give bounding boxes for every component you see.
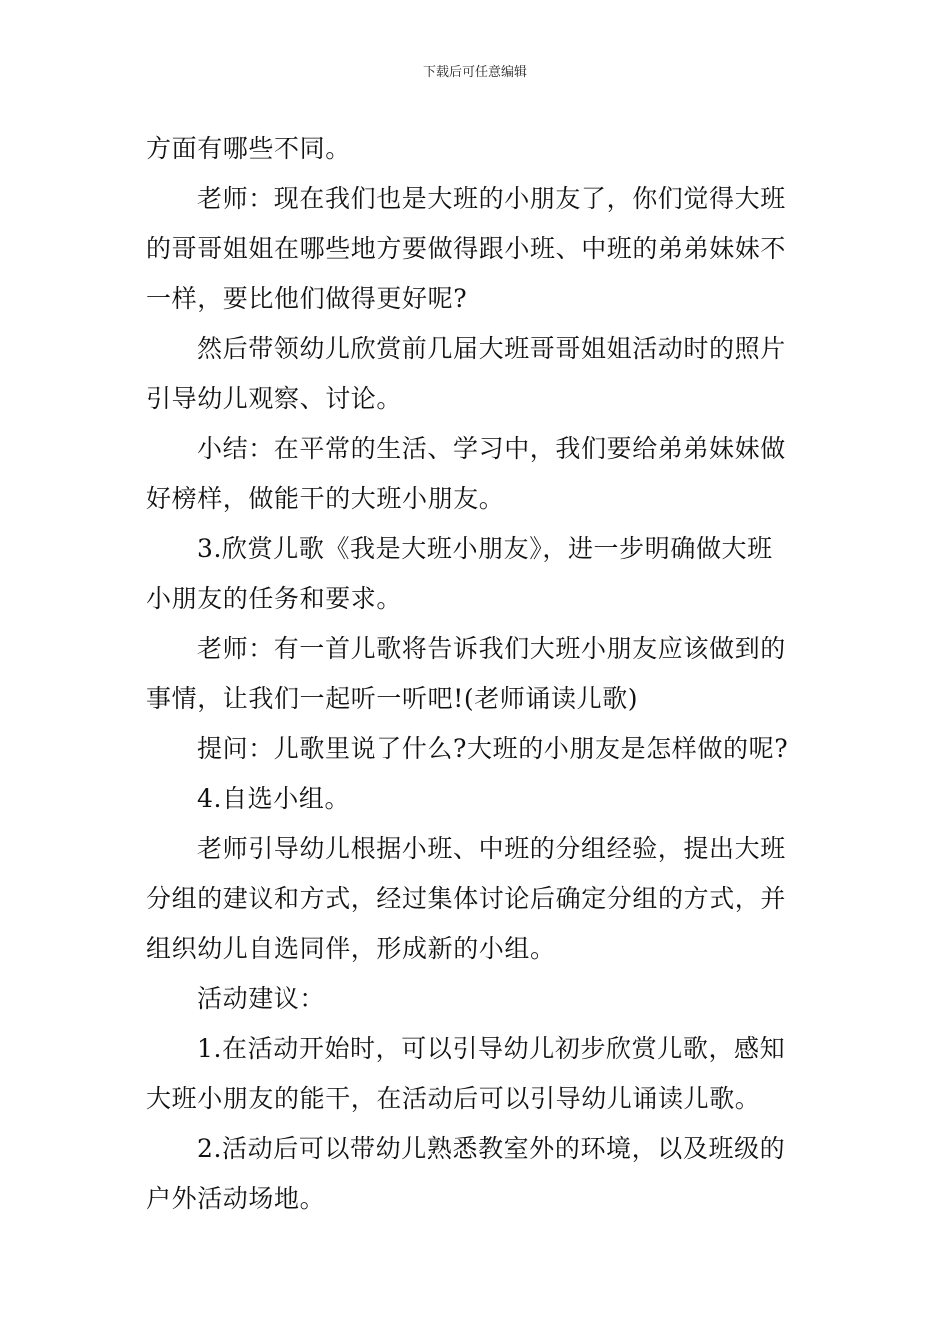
text-line: 引导幼儿观察、讨论。 — [146, 384, 403, 413]
text-line: 3.欣赏儿歌《我是大班小朋友》，进一步明确做大班 — [197, 534, 773, 563]
text-line: 户外活动场地。 — [146, 1184, 326, 1213]
text-line: 小朋友的任务和要求。 — [146, 584, 403, 613]
text-line: 事情，让我们一起听一听吧!(老师诵读儿歌) — [146, 684, 639, 713]
text-line: 老师：有一首儿歌将告诉我们大班小朋友应该做到的 — [197, 634, 786, 663]
text-line: 方面有哪些不同。 — [146, 134, 351, 163]
text-line: 一样，要比他们做得更好呢? — [146, 284, 468, 313]
text-line: 老师：现在我们也是大班的小朋友了，你们觉得大班 — [197, 184, 786, 213]
text-line: 2.活动后可以带幼儿熟悉教室外的环境，以及班级的 — [197, 1134, 786, 1163]
text-line: 组织幼儿自选同伴，形成新的小组。 — [146, 934, 556, 963]
text-line: 大班小朋友的能干，在活动后可以引导幼儿诵读儿歌。 — [146, 1084, 761, 1113]
text-line: 1.在活动开始时，可以引导幼儿初步欣赏儿歌，感知 — [197, 1034, 786, 1063]
text-line: 提问：儿歌里说了什么?大班的小朋友是怎样做的呢? — [197, 734, 789, 763]
page-header: 下载后可任意编辑 — [422, 65, 527, 80]
text-line: 然后带领幼儿欣赏前几届大班哥哥姐姐活动时的照片 — [197, 334, 786, 363]
text-line: 分组的建议和方式，经过集体讨论后确定分组的方式，并 — [146, 884, 787, 913]
text-line: 小结：在平常的生活、学习中，我们要给弟弟妹妹做 — [197, 434, 786, 463]
text-line: 活动建议： — [197, 984, 326, 1013]
text-line: 老师引导幼儿根据小班、中班的分组经验，提出大班 — [197, 834, 786, 863]
text-line: 4.自选小组。 — [197, 784, 351, 813]
text-line: 的哥哥姐姐在哪些地方要做得跟小班、中班的弟弟妹妹不 — [146, 234, 787, 263]
text-line: 好榜样，做能干的大班小朋友。 — [146, 484, 505, 513]
